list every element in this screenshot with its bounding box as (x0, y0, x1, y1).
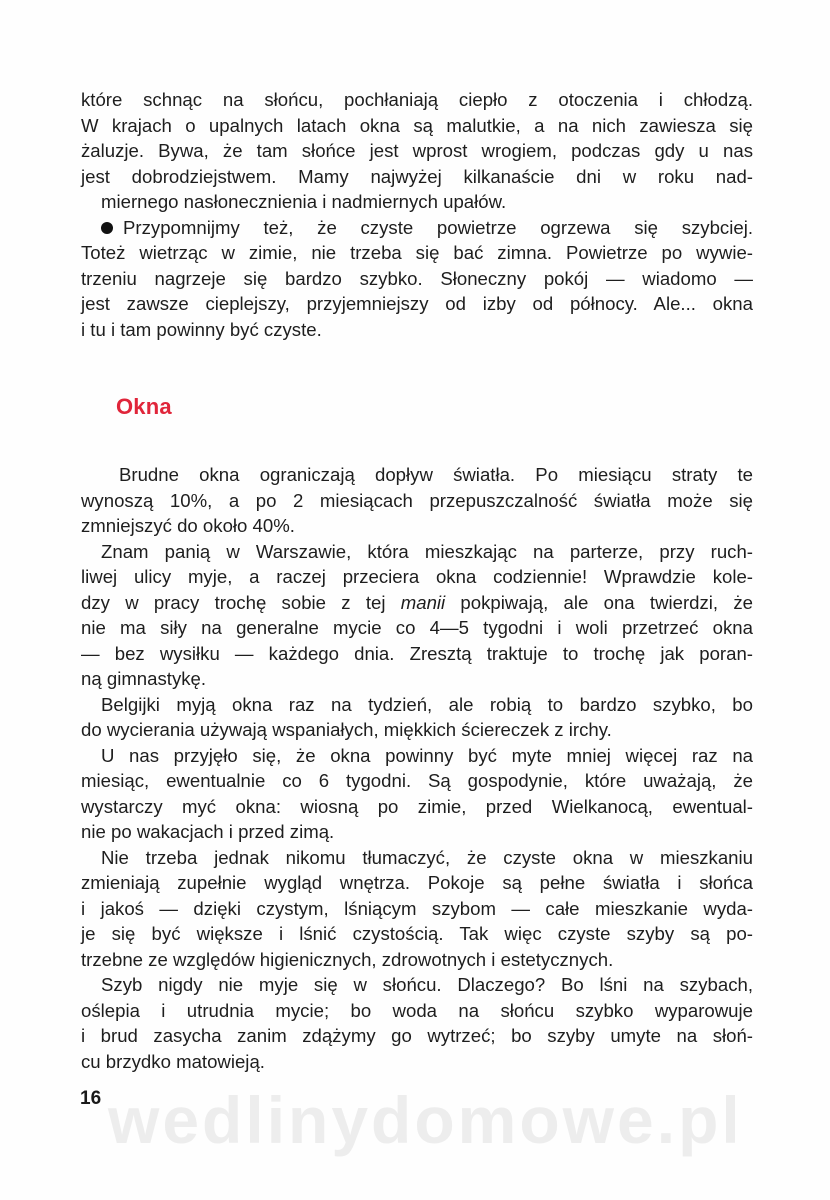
text-line: cu brzydko matowieją. (81, 1050, 265, 1072)
text-fragment: pokpiwają, ale ona twierdzi, że (445, 591, 753, 613)
okna-text-block (81, 462, 753, 1074)
text-line: i jakoś — dzięki czystym, lśniącym szybom — całe mieszkanie wyda- (81, 897, 753, 919)
text-line: jest zawsze cieplejszy, przyjemniejszy od izby od północy. Ale... okna (81, 293, 753, 314)
text-line: wynoszą 10%, a po 2 miesiącach przepuszczalność światła może się (81, 489, 753, 511)
text-line: Brudne okna ograniczają dopływ światła. Po miesiącu straty te (119, 464, 753, 485)
watermark: wedlinydomowe.pl (108, 1083, 743, 1157)
text-line: wystarczy myć okna: wiosną po zimie, przed Wielkanocą, ewentual- (81, 795, 753, 817)
text-line: żaluzje. Bywa, że tam słońce jest wprost wrogiem, podczas gdy u nas (81, 140, 753, 161)
text-line: ną gimnastykę. (81, 668, 207, 689)
text-fragment: dzy w pracy trochę sobie z tej (81, 591, 401, 613)
text-line: miesiąc, ewentualnie co 6 tygodni. Są gospodynie, które uważają, że (81, 770, 753, 791)
text-line: miernego nasłonecznienia i nadmiernych upałów. (101, 191, 507, 212)
text-line: Nie trzeba jednak nikomu tłumaczyć, że czyste okna w mieszkaniu (101, 846, 753, 868)
italic-word: manii (400, 591, 446, 613)
text-line: trzebne ze względów higienicznych, zdrowotnych i estetycznych. (81, 948, 614, 970)
text-line: W krajach o upalnych latach okna są malutkie, a na nich zawiesza się (81, 114, 753, 136)
text-line: Toteż wietrząc w zimie, nie trzeba się bać zimna. Powietrze po wywie- (81, 242, 753, 263)
text-line: liwej ulicy myje, a raczej przeciera okna codziennie! Wprawdzie kole- (81, 566, 753, 587)
text-line: je się być większe i lśnić czystością. Tak więc czyste szyby są po- (81, 923, 753, 944)
text-line: Znam panią w Warszawie, która mieszkając na parterze, przy ruch- (101, 540, 753, 562)
text-line: zmniejszyć do około 40%. (81, 515, 295, 536)
text-line: które schnąc na słońcu, pochłaniają ciepło z otoczenia i chłodzą. (81, 89, 753, 110)
bullet-icon (101, 222, 113, 234)
text-line: jest dobrodziejstwem. Mamy najwyżej kilkanaście dni w roku nad- (81, 165, 753, 187)
intro-text-block (81, 87, 753, 342)
text-line: i tu i tam powinny być czyste. (81, 318, 322, 340)
text-line: oślepia i utrudnia mycie; bo woda na słońcu szybko wyparowuje (81, 999, 753, 1021)
text-line: trzeniu nagrzeje się bardzo szybko. Słoneczny pokój — wiadomo — (81, 267, 753, 289)
bullet-paragraph-first-line (81, 215, 753, 241)
text-line: i brud zasycha zanim zdążymy go wytrzeć; bo szyby umyte na słoń- (81, 1025, 753, 1046)
text-line: zmieniają zupełnie wygląd wnętrza. Pokoje są pełne światła i słońca (81, 872, 753, 893)
text-line: Belgijki myją okna raz na tydzień, ale robią to bardzo szybko, bo (101, 693, 753, 715)
text-line-with-italic (81, 590, 753, 616)
text-line: Przypomnijmy też, że czyste powietrze ogrzewa się szybciej. (123, 216, 753, 238)
section-heading: Okna (116, 394, 172, 419)
page-number: 16 (80, 1088, 102, 1109)
text-line: nie ma siły na generalne mycie co 4—5 tygodni i woli przetrzeć okna (81, 617, 753, 638)
text-line: U nas przyjęło się, że okna powinny być myte mniej więcej raz na (101, 744, 753, 766)
text-line: — bez wysiłku — każdego dnia. Zresztą traktuje to trochę jak poran- (81, 642, 753, 664)
text-line: Szyb nigdy nie myje się w słońcu. Dlaczego? Bo lśni na szybach, (101, 974, 753, 995)
text-line: do wycierania używają wspaniałych, miękkich ściereczek z irchy. (81, 719, 612, 740)
text-line: nie po wakacjach i przed zimą. (81, 821, 335, 842)
